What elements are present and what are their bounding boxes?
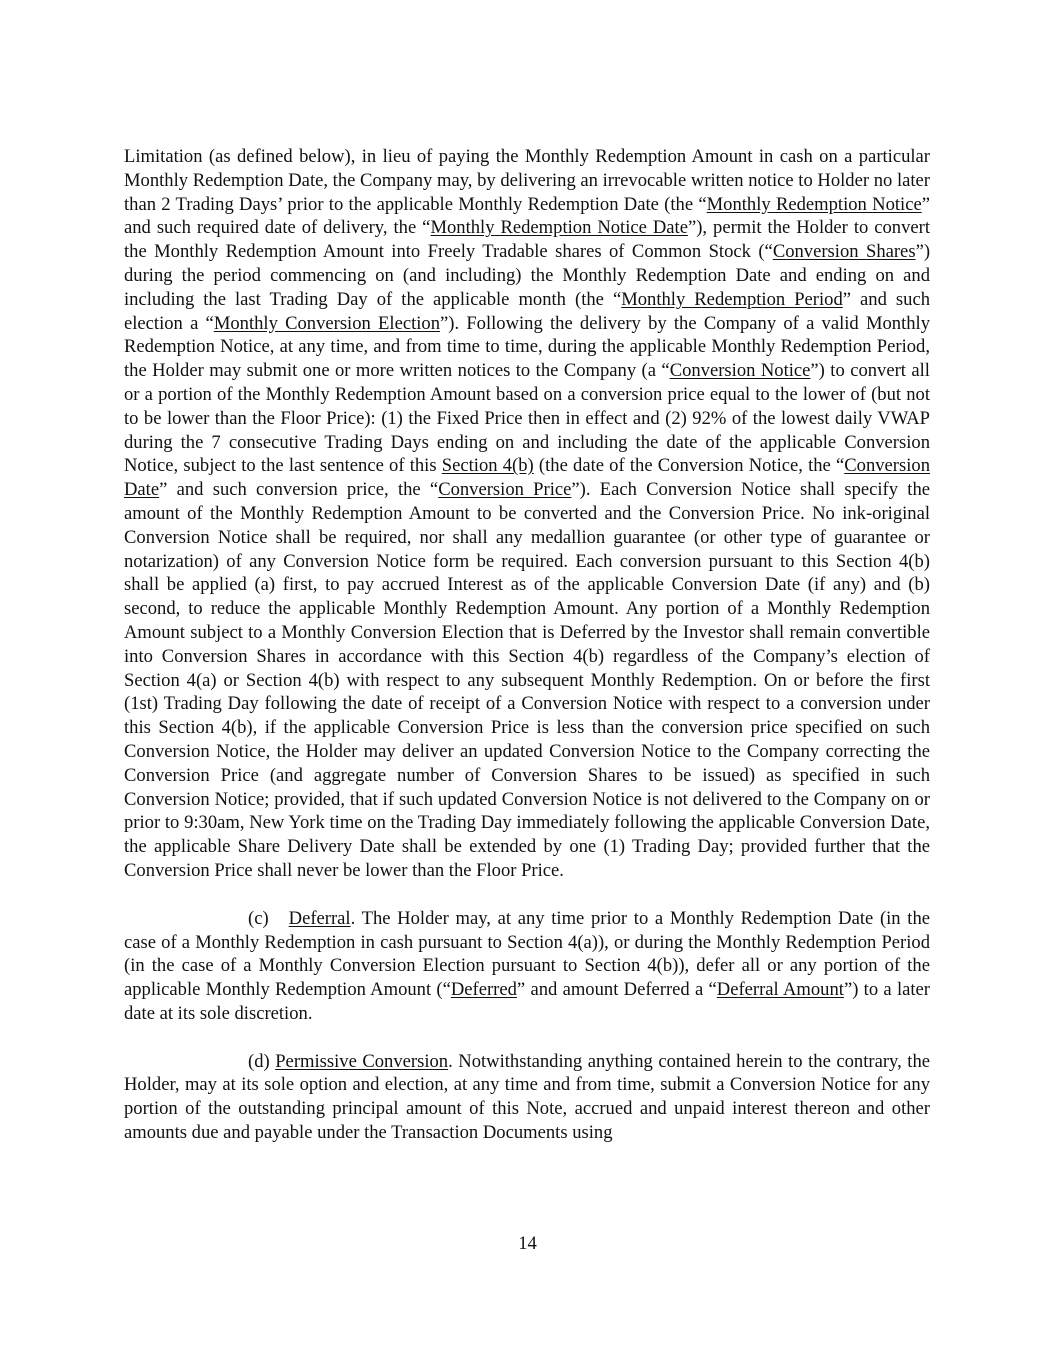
text-segment: ”), permit the Holder to convert the Monthly Redemption Amount into Freely Tradable shares of Common Stock (“: [124, 217, 931, 263]
text-segment: Limitation (as defined below), in lieu of paying the Monthly Redemption Amount in cash on a particular Monthly Redemption Date, the Company may, by delivering an irrevocable written notice to Holder no later than 2 Trading Days’ prior to the applicable Monthly Redemption Date (the “: [124, 146, 930, 215]
heading-permissive-conversion: Permissive Conversion: [275, 1050, 449, 1072]
text-segment: ” and such conversion price, the “: [159, 479, 439, 501]
section-reference-4b: Section 4(b): [441, 455, 534, 477]
paragraph-permissive-conversion: [124, 1050, 930, 1145]
paragraph-monthly-conversion: [124, 145, 930, 883]
text-segment: ”) to a later date at its sole discretion.: [124, 979, 930, 1024]
defined-term-deferral-amount: Deferral Amount: [716, 979, 844, 1001]
heading-deferral: Deferral: [288, 907, 351, 929]
defined-term-monthly-redemption-notice-date: Monthly Redemption Notice Date: [430, 217, 688, 239]
paragraph-deferral: [124, 907, 930, 1026]
defined-term-conversion-date: Conversion Date: [124, 455, 930, 501]
defined-term-monthly-redemption-period: Monthly Redemption Period: [621, 288, 843, 310]
text-segment: . Notwithstanding anything contained herein to the contrary, the Holder, may at its sole option and election, at any time and from time, submit a Conversion Notice for any portion of the outstanding principal amount of this Note, accrued and unpaid interest thereon and other amounts due and payable under the Transaction Documents using: [124, 1050, 930, 1144]
defined-term-conversion-shares: Conversion Shares: [772, 241, 916, 263]
defined-term-conversion-price: Conversion Price: [438, 479, 572, 501]
document-body: [124, 145, 930, 1145]
text-segment: ”). Following the delivery by the Company of a valid Monthly Redemption Notice, at any time, and from time to time, during the applicable Monthly Redemption Period, the Holder may submit one or more written notices to the Company (a “: [124, 312, 930, 382]
defined-term-monthly-redemption-notice: Monthly Redemption Notice: [706, 193, 922, 215]
text-segment: ” and amount Deferred a “: [516, 979, 717, 1001]
text-segment: . The Holder may, at any time prior to a Monthly Redemption Date (in the case of a Monthly Redemption in cash pursuant to Section 4(a)), or during the Monthly Redemption Period (in the case of a Monthly Conversion Election pursuant to Section 4(b)), defer all or any portion of the applicable Monthly Redemption Amount (“: [124, 907, 930, 1001]
defined-term-deferred: Deferred: [450, 979, 517, 1001]
text-segment: ” and such required date of delivery, the “: [124, 193, 930, 239]
text-segment: ”). Each Conversion Notice shall specify the amount of the Monthly Redemption Amount to be converted and the Conversion Price. No ink-original Conversion Notice shall be required, nor shall any medallion guarantee (or other type of guarantee or notarization) of any Conversion Notice form be required. Each conversion pursuant to this Section 4(b) shall be applied (a) first, to pay accrued Interest as of the applicable Conversion Date (if any) and (b) second, to reduce the applicable Monthly Redemption Amount. Any portion of a Monthly Redemption Amount subject to a Monthly Conversion Election that is Deferred by the Investor shall remain convertible into Conversion Shares in accordance with this Section 4(b) regardless of the Company’s election of Section 4(a) or Section 4(b) with respect to any subsequent Monthly Redemption. On or before the first (1st) Trading Day following the date of receipt of a Conversion Notice with respect to a conversion under this Section 4(b), if the applicable Conversion Price is less than the conversion price specified on such Conversion Notice, the Holder may deliver an updated Conversion Notice to the Company correcting the Conversion Price (and aggregate number of Conversion Shares to be issued) as specified in such Conversion Notice; provided, that if such updated Conversion Notice is not delivered to the Company on or prior to 9:30am, New York time on the Trading Day immediately following the applicable Conversion Date, the applicable Share Delivery Date shall be extended by one (1) Trading Day; provided further that the Conversion Price shall never be lower than the Floor Price.: [124, 479, 930, 881]
defined-term-monthly-conversion-election: Monthly Conversion Election: [213, 312, 440, 334]
defined-term-conversion-notice: Conversion Notice: [669, 360, 811, 382]
text-segment: ”) to convert all or a portion of the Monthly Redemption Amount based on a conversion price equal to the lower of (but not to be lower than the Floor Price): (1) the Fixed Price then in effect and (2) 92% of the lowest daily VWAP during the 7 consecutive Trading Days ending on and including the date of the applicable Conversion Notice, subject to the last sentence of this: [124, 360, 930, 477]
text-segment: (the date of the Conversion Notice, the “: [533, 455, 845, 477]
clause-label-c: (c): [248, 907, 289, 929]
page-number: 14: [518, 1233, 537, 1254]
clause-label-d: (d): [248, 1050, 276, 1072]
text-segment: ”) during the period commencing on (and including) the Monthly Redemption Date and ending on and including the last Trading Day of the applicable month (the “: [124, 241, 931, 310]
text-segment: ” and such election a “: [124, 288, 930, 334]
